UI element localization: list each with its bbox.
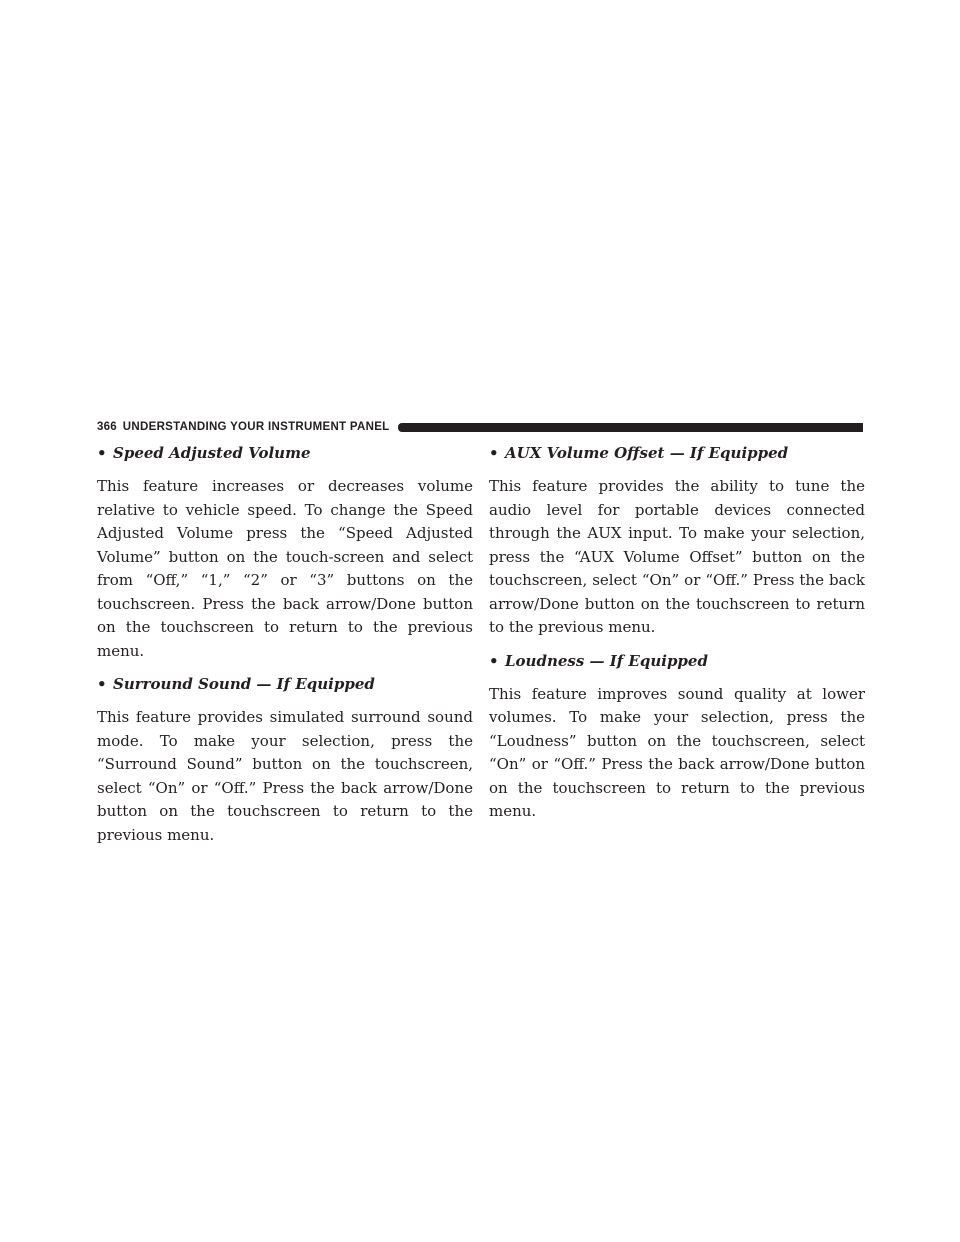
bullet-heading (97, 442, 473, 465)
running-header (97, 420, 863, 434)
heading-text: Speed Adjusted Volume (113, 444, 311, 462)
bullet-heading (489, 442, 865, 465)
heading-text: Loudness — If Equipped (505, 651, 708, 670)
right-column (489, 442, 865, 834)
left-column (97, 442, 473, 857)
paragraph: This feature increases or decreases volume relative to vehicle speed. To change the Speed Adjusted Volume press the “Speed Adjusted Volume” button on the touch-screen and select from “Off,” “1,” “2” or “3” buttons on the touchscreen. Press the back arrow/Done button on the touchscreen to return to the previous menu. (97, 477, 473, 660)
bullet-icon: • (489, 651, 499, 670)
heading-text: AUX Volume Offset — If Equipped (505, 444, 789, 462)
paragraph: This feature provides simulated surround sound mode. To make your selection, press the “Surround Sound” button on the touchscreen, select “On” or “Off.” Press the back arrow/Done button on the touchscreen to return to the previous menu. (97, 708, 473, 844)
paragraph: This feature provides the ability to tune the audio level for portable devices connected through the AUX input. To make your selection, press the “AUX Volume Offset” button on the touchscreen, select “On” or “Off.” Press the back arrow/Done button on the touchscreen to return to the previous menu. (489, 477, 865, 636)
bullet-icon: • (489, 444, 499, 462)
bullet-heading (97, 673, 473, 696)
bullet-icon: • (97, 444, 107, 462)
paragraph: This feature improves sound quality at lower volumes. To make your selection, press the “Loudness” button on the touchscreen, select “On” or “Off.” Press the back arrow/Done button on the touchscreen to return to the previous menu. (489, 684, 865, 820)
heading-text: Surround Sound — If Equipped (113, 675, 375, 693)
header-rule (398, 423, 864, 432)
bullet-heading (489, 650, 865, 673)
section-title: UNDERSTANDING YOUR INSTRUMENT PANEL (122, 421, 390, 433)
bullet-icon: • (97, 675, 107, 693)
page-number: 366 (97, 421, 117, 433)
